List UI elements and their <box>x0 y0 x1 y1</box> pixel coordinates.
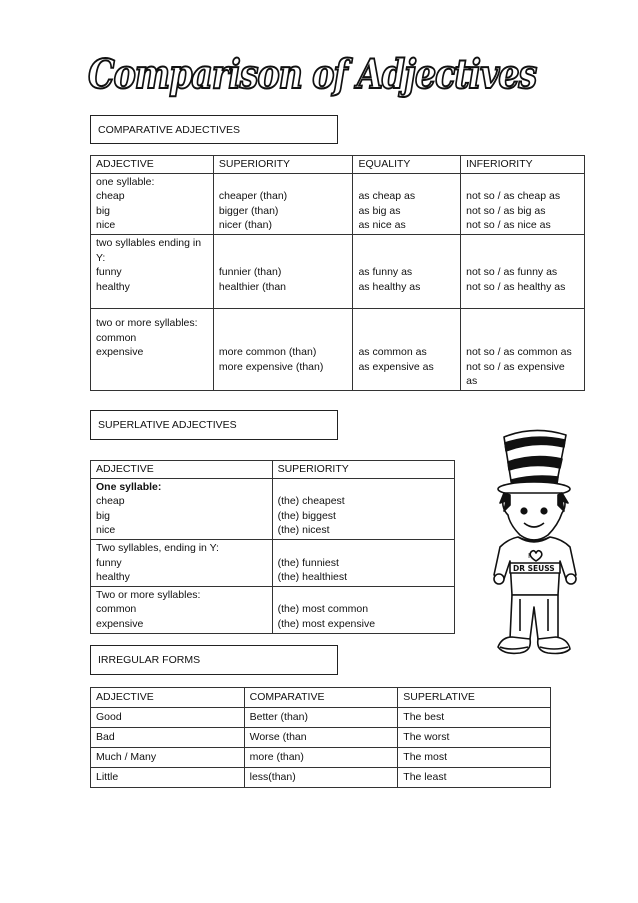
table-row <box>91 708 551 728</box>
equality-cell: as funny as as healthy as <box>353 234 461 308</box>
superiority-cell: (the) funniest (the) healthiest <box>272 539 454 586</box>
page-title-text: Comparison of Adjectives <box>88 51 537 98</box>
comparative-cell: less(than) <box>244 768 398 788</box>
adjective-cell: Little <box>91 768 245 788</box>
adjective-cell: One syllable: cheap big nice <box>91 478 273 539</box>
superiority-cell: cheaper (than) bigger (than) nicer (than) <box>213 173 353 234</box>
superlative-section-label <box>90 410 338 440</box>
adjective-cell: Bad <box>91 728 245 748</box>
adjective-cell: Good <box>91 708 245 728</box>
adjective-cell: Two or more syllables: common expensive <box>91 586 273 633</box>
header-cell: SUPERLATIVE <box>398 688 551 708</box>
shirt-text-i: I <box>528 552 531 560</box>
header-cell: EQUALITY <box>353 156 461 174</box>
inferiority-cell: not so / as common as not so / as expensive as <box>461 308 585 390</box>
shirt-text-dr-seuss: DR SEUSS <box>513 564 555 573</box>
equality-cell: as common as as expensive as <box>353 308 461 390</box>
table-row <box>91 173 585 234</box>
adjective-cell: two or more syllables: common expensive <box>91 308 214 390</box>
equality-cell: as cheap as as big as as nice as <box>353 173 461 234</box>
adjective-cell: Much / Many <box>91 748 245 768</box>
table-row <box>91 586 455 633</box>
table-row <box>91 308 585 390</box>
superiority-cell: funnier (than) healthier (than <box>213 234 353 308</box>
superlative-cell: The worst <box>398 728 551 748</box>
header-cell: ADJECTIVE <box>91 461 273 479</box>
page-title <box>88 44 538 106</box>
header-cell: ADJECTIVE <box>91 688 245 708</box>
superiority-cell: (the) most common (the) most expensive <box>272 586 454 633</box>
header-cell: SUPERIORITY <box>272 461 454 479</box>
superiority-cell: more common (than) more expensive (than) <box>213 308 353 390</box>
adjective-cell: one syllable: cheap big nice <box>91 173 214 234</box>
header-cell: ADJECTIVE <box>91 156 214 174</box>
table-header-row <box>91 688 551 708</box>
header-cell: SUPERIORITY <box>213 156 353 174</box>
table-row <box>91 234 585 308</box>
comparative-table <box>90 155 585 391</box>
table-header-row <box>91 461 455 479</box>
superlative-label-text: SUPERLATIVE ADJECTIVES <box>98 419 237 431</box>
inferiority-cell: not so / as cheap as not so / as big as not so / as nice as <box>461 173 585 234</box>
comparative-label-text: COMPARATIVE ADJECTIVES <box>98 123 240 136</box>
superlative-cell: The best <box>398 708 551 728</box>
superlative-cell: The least <box>398 768 551 788</box>
table-row <box>91 478 455 539</box>
comparative-cell: Worse (than <box>244 728 398 748</box>
superlative-table <box>90 460 455 634</box>
table-row <box>91 539 455 586</box>
superiority-cell: (the) cheapest (the) biggest (the) nicest <box>272 478 454 539</box>
comparative-cell: more (than) <box>244 748 398 768</box>
header-cell: COMPARATIVE <box>244 688 398 708</box>
superlative-cell: The most <box>398 748 551 768</box>
comparative-section-label <box>90 115 338 144</box>
table-header-row <box>91 156 585 174</box>
irregular-table <box>90 687 551 788</box>
irregular-label-text: IRREGULAR FORMS <box>98 654 201 666</box>
table-row <box>91 728 551 748</box>
comparative-cell: Better (than) <box>244 708 398 728</box>
inferiority-cell: not so / as funny as not so / as healthy as <box>461 234 585 308</box>
header-cell: INFERIORITY <box>461 156 585 174</box>
irregular-section-label <box>90 645 338 675</box>
table-row <box>91 768 551 788</box>
table-row <box>91 748 551 768</box>
cat-in-hat-kid-illustration <box>490 425 602 665</box>
adjective-cell: two syllables ending in Y: funny healthy <box>91 234 214 308</box>
adjective-cell: Two syllables, ending in Y: funny healthy <box>91 539 273 586</box>
